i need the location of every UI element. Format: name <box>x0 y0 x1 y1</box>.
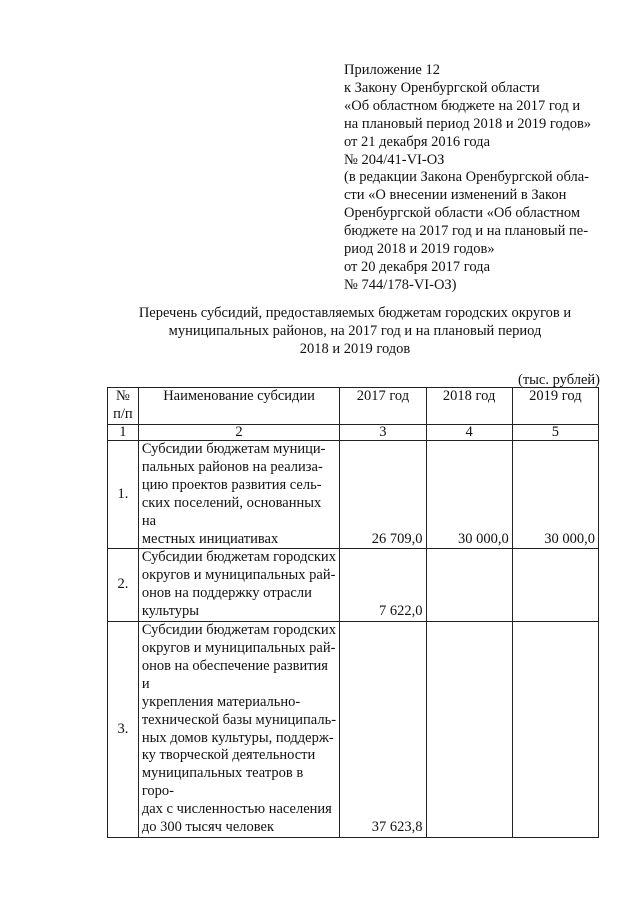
column-index-row <box>108 425 599 441</box>
table-row <box>108 622 599 838</box>
header-2019: 2019 год <box>512 388 598 425</box>
header-number: № п/п <box>108 388 139 425</box>
value-2018 <box>426 622 512 838</box>
header-2018: 2018 год <box>426 388 512 425</box>
table-row <box>108 441 599 549</box>
title-line-1: Перечень субсидий, предоставляемых бюджетам городских округов и <box>138 305 572 321</box>
subsidy-name: Субсидии бюджетам муници- пальных районов на реализа- цию проектов развития сель- ских поселений, основанных на местных инициативах <box>138 441 339 549</box>
units-label: (тыс. рублей) <box>518 372 600 388</box>
row-number: 2. <box>108 549 139 622</box>
title-line-2: муниципальных районов, на 2017 год и на плановый период <box>168 323 542 339</box>
value-2019 <box>512 549 598 622</box>
table-header-row <box>108 388 599 425</box>
value-2017: 37 623,8 <box>340 622 426 838</box>
index-cell: 3 <box>340 425 426 441</box>
value-2019: 30 000,0 <box>512 441 598 549</box>
subsidy-name: Субсидии бюджетам городских округов и муниципальных рай- онов на поддержку отрасли культуры <box>138 549 339 622</box>
appendix-header: Приложение 12 к Закону Оренбургской области «Об областном бюджете на 2017 год и на плановый период 2018 и 2019 годов» от 21 декабря 2016 года № 204/41-VI-ОЗ (в редакции Закона Оренбургской обла- сти «О внесении изменений в Закон Оренбургской области «Об областном бюджете на 2017 год и на плановый пе- риод 2018 и 2019 годов» от 20 декабря 2017 года № 744/178-VI-ОЗ) <box>344 62 592 293</box>
subsidies-table <box>107 387 599 838</box>
table-row <box>108 549 599 622</box>
value-2019 <box>512 622 598 838</box>
index-cell: 2 <box>138 425 339 441</box>
index-cell: 4 <box>426 425 512 441</box>
row-number: 3. <box>108 622 139 838</box>
header-name: Наименование субсидии <box>138 388 339 425</box>
value-2017: 26 709,0 <box>340 441 426 549</box>
row-number: 1. <box>108 441 139 549</box>
index-cell: 1 <box>108 425 139 441</box>
index-cell: 5 <box>512 425 598 441</box>
document-title <box>120 304 590 358</box>
title-line-3: 2018 и 2019 годов <box>299 341 411 357</box>
header-2017: 2017 год <box>340 388 426 425</box>
subsidy-name: Субсидии бюджетам городских округов и муниципальных рай- онов на обеспечение развития и укрепления материально- технической базы муниципаль- ных домов культуры, поддерж- ку творческой деятельности муниципальных театров в горо- дах с численностью населения до 300 тысяч человек <box>138 622 339 838</box>
value-2018: 30 000,0 <box>426 441 512 549</box>
value-2018 <box>426 549 512 622</box>
value-2017: 7 622,0 <box>340 549 426 622</box>
